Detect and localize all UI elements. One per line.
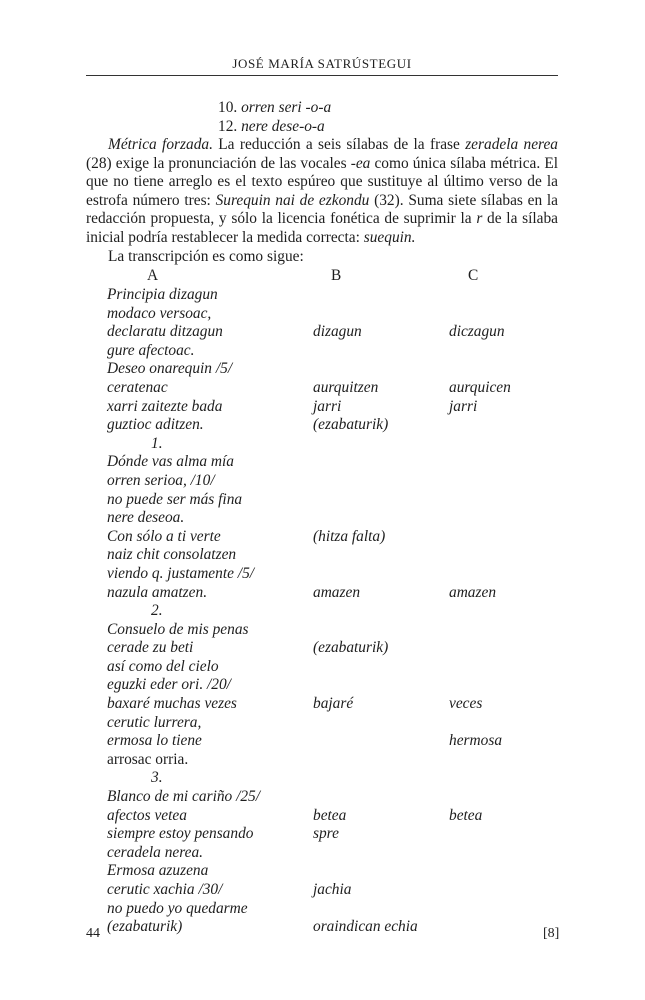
cell-a: guztioc aditzen. — [107, 416, 204, 434]
cell-b: betea — [313, 806, 347, 824]
cell-a: Blanco de mi cariño /25/ — [107, 788, 261, 806]
cell-b: amazen — [313, 583, 361, 601]
table-row — [0, 732, 645, 751]
table-row — [0, 695, 645, 714]
cell-a: ceradela nerea. — [107, 843, 204, 861]
cell-b: jarri — [313, 397, 342, 415]
cell-a: Dónde vas alma mía — [107, 453, 234, 471]
cell-a: nere deseoa. — [107, 509, 185, 527]
table-row — [0, 769, 645, 788]
cell-c: jarri — [449, 397, 478, 415]
cell-a: Deseo onarequin /5/ — [107, 360, 233, 378]
table-row — [0, 398, 645, 417]
cell-a: así como del cielo — [107, 657, 219, 675]
table-row — [0, 546, 645, 565]
transcription-table — [0, 286, 645, 937]
cell-a: nazula amatzen. — [107, 583, 208, 601]
verse-text: orren seri -o-a — [241, 99, 332, 116]
cell-a: Con sólo a ti verte — [107, 527, 221, 545]
cell-a: cerutic xachia /30/ — [107, 881, 223, 898]
cell-a: declaratu ditzagun — [107, 323, 223, 341]
cell-b: jachia — [313, 881, 352, 898]
verse-line-10 — [218, 99, 331, 118]
page-number: 44 — [86, 926, 100, 941]
cell-a: Principia dizagun — [107, 286, 218, 303]
cell-a: siempre estoy pensando — [107, 825, 254, 843]
column-head-a: A — [147, 267, 159, 284]
table-row — [0, 788, 645, 807]
cell-a: gure afectoac. — [107, 341, 195, 359]
verse-number: 10. — [218, 99, 238, 116]
table-row — [0, 639, 645, 658]
cell-a: ermosa lo tiene — [107, 732, 202, 750]
column-head-b: B — [331, 267, 342, 284]
cell-a: Ermosa azuzena — [107, 862, 209, 880]
table-row — [0, 807, 645, 826]
verse-line-12 — [218, 118, 325, 137]
table-row — [0, 453, 645, 472]
cell-a: cerade zu beti — [107, 639, 194, 657]
cell-a: orren serioa, /10/ — [107, 471, 215, 489]
table-row — [0, 900, 645, 919]
table-row — [0, 528, 645, 547]
table-row — [0, 435, 645, 454]
table-row — [0, 621, 645, 640]
cell-a: 2. — [151, 602, 163, 620]
table-row — [0, 881, 645, 900]
cell-b: (ezabaturik) — [313, 416, 389, 434]
header-rule — [86, 75, 558, 76]
table-row — [0, 658, 645, 677]
table-row — [0, 379, 645, 398]
table-row — [0, 342, 645, 361]
cell-c: hermosa — [449, 732, 503, 750]
table-row — [0, 416, 645, 435]
table-row — [0, 751, 645, 770]
table-row — [0, 323, 645, 342]
table-row — [0, 509, 645, 528]
cell-a: modaco versoac, — [107, 304, 212, 322]
table-row — [0, 584, 645, 603]
cell-b: aurquitzen — [313, 378, 379, 396]
paragraph-label: Métrica forzada. — [108, 136, 213, 153]
table-row — [0, 602, 645, 621]
cell-a: cerutic lurrera, — [107, 713, 202, 731]
table-row — [0, 491, 645, 510]
cell-b: oraindican echia — [313, 918, 418, 936]
cell-a: Consuelo de mis penas — [107, 620, 249, 638]
cell-a: baxaré muchas vezes — [107, 695, 237, 713]
cell-b: dizagun — [313, 323, 362, 341]
table-row — [0, 862, 645, 881]
table-row — [0, 286, 645, 305]
cell-c: veces — [449, 695, 483, 713]
cell-b: (ezabaturik) — [313, 639, 389, 657]
table-row — [0, 565, 645, 584]
cell-b: bajaré — [313, 695, 354, 713]
running-head: JOSÉ MARÍA SATRÚSTEGUI — [232, 56, 412, 71]
table-row — [0, 472, 645, 491]
transcription-intro: La transcripción es como sigue: — [108, 248, 304, 265]
table-row — [0, 714, 645, 733]
cell-a: eguzki eder ori. /20/ — [107, 676, 231, 694]
cell-c: aurquicen — [449, 378, 511, 396]
cell-c: betea — [449, 806, 483, 824]
cell-a: naiz chit consolatzen — [107, 546, 237, 564]
verse-number: 12. — [218, 118, 238, 135]
section-mark: [8] — [543, 926, 560, 941]
table-row — [0, 676, 645, 695]
table-row — [0, 305, 645, 324]
cell-c: amazen — [449, 583, 497, 601]
cell-a: viendo q. justamente /5/ — [107, 564, 255, 582]
cell-a: 1. — [151, 434, 163, 452]
cell-a: no puede ser más fina — [107, 490, 243, 508]
cell-a: arrosac orria. — [107, 750, 189, 768]
cell-a: no puedo yo quedarme — [107, 899, 248, 917]
table-row — [0, 844, 645, 863]
table-row — [0, 825, 645, 844]
table-row — [0, 360, 645, 379]
verse-text: nere dese-o-a — [241, 118, 325, 135]
cell-b: (hitza falta) — [313, 527, 386, 545]
cell-a: ceratenac — [107, 378, 168, 396]
cell-a: afectos vetea — [107, 806, 187, 824]
cell-a: (ezabaturik) — [107, 918, 183, 936]
metric-paragraph: Métrica forzada. La reducción a seis sílabas de la frase zeradela nerea (28) exige la pronunciación de las vocales -ea como única sílaba métrica. El que no tiene arreglo es el texto espúreo que sustituye al último verso de la estrofa número tres: Surequin nai de ezkondu (32). Suma siete sílabas en la redacción propuesta, y sólo la licencia fonética de suprimir la r de la sílaba inicial podría restablecer la medida correcta: suequin. — [86, 136, 559, 246]
cell-c: diczagun — [449, 323, 505, 341]
cell-a: 3. — [151, 769, 163, 787]
cell-b: spre — [313, 825, 339, 843]
cell-a: xarri zaitezte bada — [107, 397, 223, 415]
column-head-c: C — [468, 267, 479, 284]
